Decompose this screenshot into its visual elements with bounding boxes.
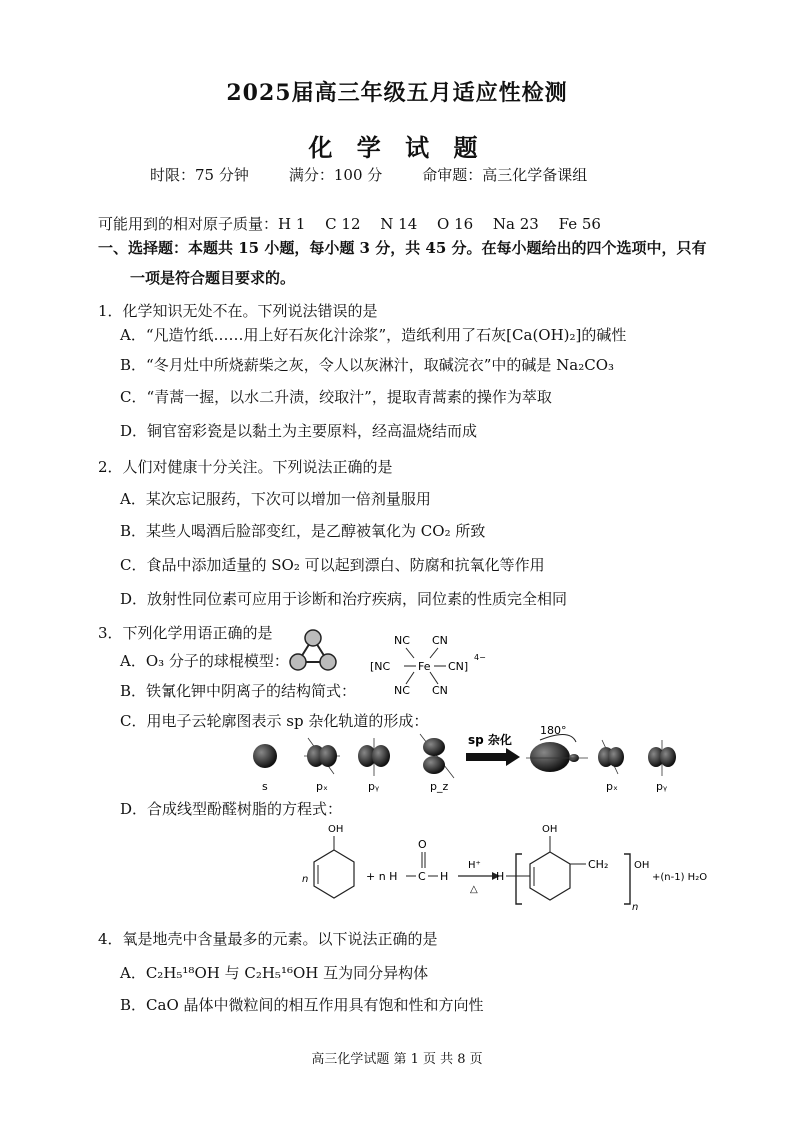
s-orbital <box>253 744 277 768</box>
ligand-nc-left: [NC <box>370 660 391 673</box>
q2-option-a: A．某次忘记服药，下次可以增加一倍剂量服用 <box>120 490 431 508</box>
sp-hybrid-orbitals <box>526 724 588 772</box>
heat-label: △ <box>470 884 478 895</box>
catalyst-label: H⁺ <box>468 860 481 871</box>
product-n: n <box>632 902 639 913</box>
ligand-cn-top: CN <box>432 634 448 647</box>
s-label: s <box>262 780 268 793</box>
ligand-nc-top: NC <box>394 634 410 647</box>
phenol-n: n <box>302 874 309 885</box>
py-after-label: pᵧ <box>656 780 668 793</box>
section-heading-line1: 一、选择题：本题共 15 小题，每小题 3 分，共 45 分。在每小题给出的四个选项中，只有 <box>98 239 707 257</box>
py-orbital <box>358 738 390 776</box>
py-orbital-after <box>648 740 676 776</box>
px-after-label: pₓ <box>606 780 618 793</box>
q3-option-b: B．铁氰化钾中阴离子的结构简式： <box>120 682 357 700</box>
product-oh: OH <box>542 824 558 835</box>
complex-charge: 4− <box>474 653 486 662</box>
exam-meta <box>150 164 710 185</box>
ligand-nc-bottom: NC <box>394 684 410 697</box>
author: 命审题：高三化学备课组 <box>422 166 588 184</box>
q1-option-b: B．“冬月灶中所烧薪柴之灰，令人以灰淋汁，取碱浣衣”中的碱是 Na₂CO₃ <box>120 356 614 374</box>
q3-option-c: C．用电子云轮廓图表示 sp 杂化轨道的形成： <box>120 712 429 730</box>
q2-option-b: B．某些人喝酒后脸部变红，是乙醇被氧化为 CO₂ 所致 <box>120 522 486 540</box>
pz-label: p_z <box>430 780 449 793</box>
q1-option-c: C．“青蒿一握，以水二升渍，绞取汁”，提取青蒿素的操作为萃取 <box>120 388 552 406</box>
pz-orbital <box>420 734 454 778</box>
formaldehyde-h: H <box>440 870 449 883</box>
px-label: pₓ <box>316 780 328 793</box>
formaldehyde-c: C <box>418 870 426 883</box>
hybridization-arrow-label: sp 杂化 <box>468 733 512 747</box>
ligand-cn-right: CN] <box>448 660 469 673</box>
formaldehyde-prefix: + n H <box>366 870 398 883</box>
q1-option-d: D．铜官窑彩瓷是以黏土为主要原料，经高温烧结而成 <box>120 422 478 440</box>
q4-option-a: A．C₂H₅¹⁸OH 与 C₂H₅¹⁶OH 互为同分异构体 <box>120 964 429 982</box>
time-limit: 时限：75 分钟 <box>150 166 249 184</box>
px-orbital <box>304 738 340 774</box>
product-terminal-oh: OH <box>634 860 650 871</box>
full-score: 满分：100 分 <box>288 166 383 184</box>
water-term: +(n-1) H₂O <box>652 872 708 883</box>
section-heading-line2: 一项是符合题目要求的。 <box>130 269 296 287</box>
sp-hybridization-diagram <box>240 724 690 804</box>
product-ch2: CH₂ <box>588 858 609 871</box>
q3-option-d: D．合成线型酚醛树脂的方程式： <box>120 800 343 818</box>
atomic-masses: 可能用到的相对原子质量：H 1 C 12 N 14 O 16 Na 23 Fe 56 <box>98 215 601 233</box>
page-footer: 高三化学试题 第 1 页 共 8 页 <box>311 1052 483 1067</box>
phenol-formaldehyde-equation <box>300 818 720 918</box>
angle-label: 180° <box>540 724 567 737</box>
subject-title: 化 学 试 题 <box>308 133 486 162</box>
q4-stem: 4．氧是地壳中含量最多的元素。以下说法正确的是 <box>98 930 438 948</box>
ligand-cn-bottom: CN <box>432 684 448 697</box>
q4-option-b: B．CaO 晶体中微粒间的相互作用具有饱和性和方向性 <box>120 996 484 1014</box>
q2-option-c: C．食品中添加适量的 SO₂ 可以起到漂白、防腐和抗氧化等作用 <box>120 556 545 574</box>
o3-ball-stick-model <box>288 628 338 672</box>
phenol-oh: OH <box>328 824 344 835</box>
py-label: pᵧ <box>368 780 380 793</box>
q1-stem: 1．化学知识无处不在。下列说法错误的是 <box>98 302 378 320</box>
q3-stem: 3．下列化学用语正确的是 <box>98 624 273 642</box>
center-fe: Fe <box>418 660 431 673</box>
q2-stem: 2．人们对健康十分关注。下列说法正确的是 <box>98 458 393 476</box>
q3-option-a: A．O₃ 分子的球棍模型： <box>120 652 289 670</box>
hybridization-arrow <box>466 748 520 766</box>
q2-option-d: D．放射性同位素可应用于诊断和治疗疾病，同位素的性质完全相同 <box>120 590 568 608</box>
ferricyanide-structure <box>366 630 486 698</box>
product-h: H <box>496 870 505 883</box>
px-orbital-after <box>598 740 624 774</box>
formaldehyde-o: O <box>418 838 427 851</box>
q1-option-a: A．“凡造竹纸……用上好石灰化汁涂浆”，造纸利用了石灰[Ca(OH)₂]的碱性 <box>120 326 627 344</box>
exam-title: 2025届高三年级五月适应性检测 <box>226 80 568 106</box>
